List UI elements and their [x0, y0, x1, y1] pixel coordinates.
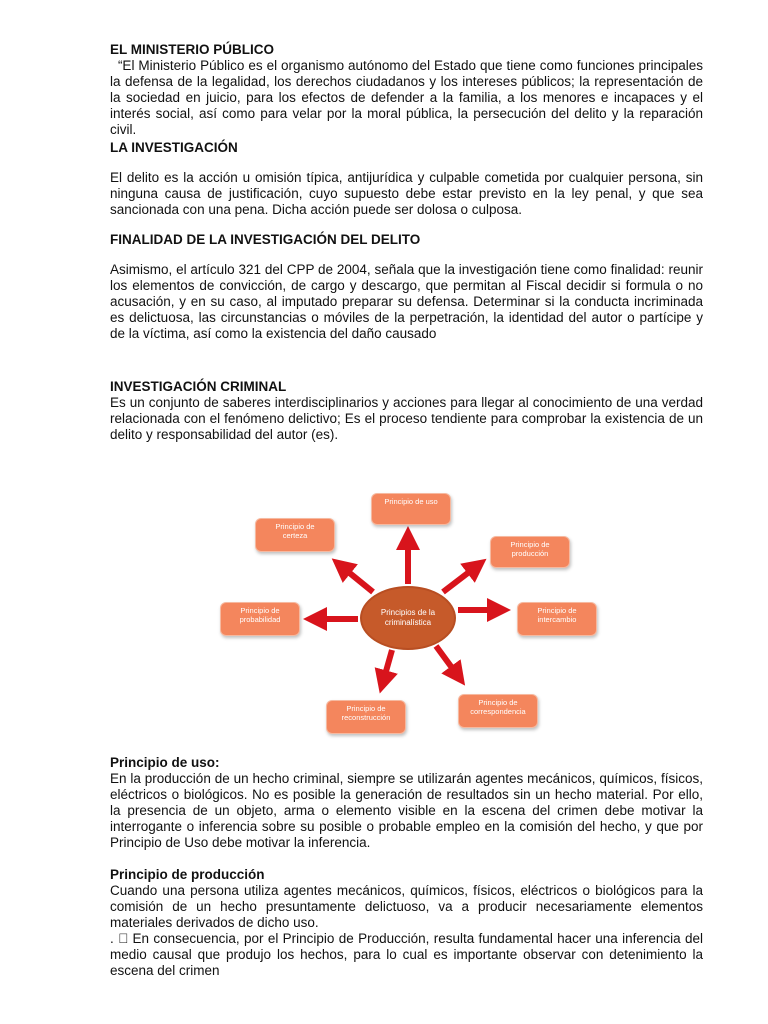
node-principio-intercambio: Principio de intercambio	[517, 602, 597, 636]
paragraph-ministerio: “El Ministerio Público es el organismo autónomo del Estado que tiene como funciones principales la defensa de la legalidad, los derechos ciudadanos y los intereses públicos; la representación de la sociedad en juicio, para los efectos de defender a la familia, a los menores e incapaces y el interés social, así como para velar por la moral pública, la persecución del delito y la reparación civil.	[110, 58, 707, 137]
paragraph-principio-produccion-2: . En consecuencia, por el Principio de Producción, resulta fundamental hacer una inferencia del medio causal que produjo los hechos, para lo cual es importante observar con detenimiento la escena del crimen	[110, 931, 703, 978]
node-principio-probabilidad: Principio de probabilidad	[220, 602, 300, 636]
heading-principio-uso: Principio de uso:	[110, 755, 220, 770]
paragraph-principio-uso: En la producción de un hecho criminal, siempre se utilizarán agentes mecánicos, químicos, físicos, eléctricos o biológicos. No es posible la generación de resultados sin un hecho material. Por ello, la presencia de un objeto, arma o elemento visible en la escena del crimen debe motivar la interrogante o inferencia sobre su posible o probable empleo en la comisión del hecho, y que por Principio de Uso debe motivar la inferencia.	[110, 771, 703, 850]
heading-finalidad: FINALIDAD DE LA INVESTIGACIÓN DEL DELITO	[110, 232, 421, 247]
arrow-to-correspondencia	[436, 646, 458, 676]
paragraph-investigacion-criminal: Es un conjunto de saberes interdisciplinarios y acciones para llegar al conocimiento de una verdad relacionada con el fenómeno delictivo; Es el proceso tendiente para comprobar la existencia de un delito y responsabilidad del autor (es).	[110, 395, 703, 442]
criminalistics-principles-diagram	[215, 486, 605, 742]
document-page-lower	[110, 755, 703, 979]
node-principio-reconstruccion: Principio de reconstrucción	[326, 700, 406, 734]
paragraph-principio-produccion: Cuando una persona utiliza agentes mecánicos, químicos, físicos, eléctricos o biológicos para la comisión de un hecho presuntamente delictuoso, va a producir necesariamente elementos materiales derivados de dicho uso.	[110, 883, 703, 930]
paragraph-finalidad: Asimismo, el artículo 321 del CPP de 2004, señala que la investigación tiene como finalidad: reunir los elementos de convicción, de cargo y descargo, que permitan al Fiscal decidir si formula o no acusación, y en su caso, al imputado preparar su defensa. Determinar si la conducta incriminada es delictuosa, las circunstancias o móviles de la perpetración, la identidad del autor o partícipe y de la víctima, así como la existencia del daño causado	[110, 262, 703, 341]
node-principio-uso: Principio de uso	[371, 493, 451, 525]
node-principio-produccion: Principio de producción	[490, 536, 570, 568]
node-principio-certeza: Principio de certeza	[255, 518, 335, 552]
document-page	[110, 42, 707, 443]
paragraph-investigacion: El delito es la acción u omisión típica, antijurídica y culpable cometida por cualquier persona, sin ninguna causa de justificación, cuyo supuesto debe estar previsto en la ley penal, y que sea sancionada con una pena. Dicha acción puede ser dolosa o culposa.	[110, 170, 703, 217]
arrow-to-reconstruccion	[383, 650, 392, 682]
node-principio-correspondencia: Principio de correspondencia	[458, 694, 538, 728]
heading-investigacion: LA INVESTIGACIÓN	[110, 140, 238, 155]
arrow-to-certeza	[341, 566, 373, 592]
heading-principio-produccion: Principio de producción	[110, 867, 265, 882]
heading-investigacion-criminal: INVESTIGACIÓN CRIMINAL	[110, 379, 287, 394]
heading-ministerio: EL MINISTERIO PÚBLICO	[110, 42, 275, 57]
center-node: Principios de la criminalística	[360, 586, 456, 650]
arrow-to-produccion	[443, 566, 477, 592]
